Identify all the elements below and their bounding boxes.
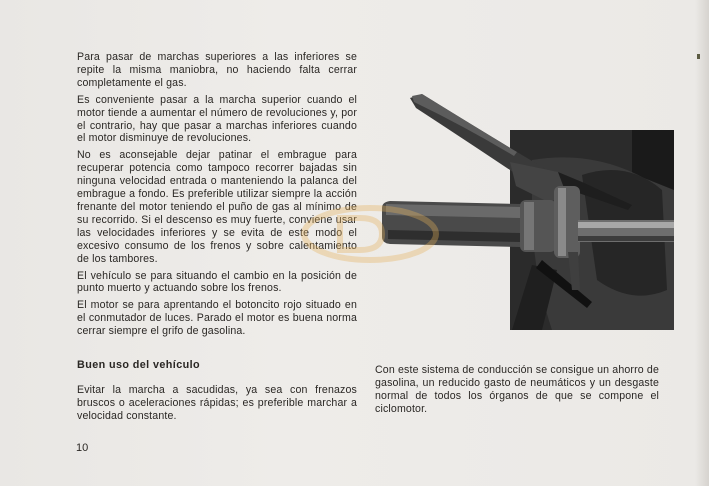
paragraph-downshift: Para pasar de marchas superiores a las inferiores se repite la misma maniobra, no haciendo falta cerrar completamente el gas.	[77, 51, 357, 89]
paragraph-shift-advice: Es conveniente pasar a la marcha superior cuando el motor tiende a aumentar el número de revoluciones y, por el contrario, hay que pasar a marchas inferiores cuando el motor disminuye de revoluciones.	[77, 93, 357, 145]
section-title: Buen uso del vehículo	[77, 359, 200, 371]
right-column-text	[375, 364, 659, 416]
paragraph-stopping-vehicle: El vehículo se para situando el cambio en la posición de punto muerto y actuando sobre los frenos.	[77, 269, 357, 295]
page-edge-shadow	[695, 0, 709, 486]
page-number: 10	[76, 442, 89, 454]
paragraph-fuel-savings: Con este sistema de conducción se consigue un ahorro de gasolina, un reducido gasto de neumáticos y un desgaste normal de todos los órganos de que se compone el ciclomotor.	[375, 364, 659, 415]
paragraph-clutch-braking: No es aconsejable dejar patinar el embrague para recuperar potencia como tampoco recorrer bajadas sin ninguna velocidad entrada o manteniendo la palanca del embrague a fondo. Es preferible utilizar siempre la acción frenante del motor teniendo el puño de gas al mínimo de su recorrido. Si el descenso es muy fuerte, conviene usar las velocidades inferiores y se evita de este modo el excesivo consumo de los frenos y sobre calentamiento de los tambores.	[77, 149, 357, 265]
paragraph-stopping-engine: El motor se para aprentando el botoncito rojo situado en el conmutador de luces. Parado el motor es buena norma cerrar siempre el grifo de gasolina.	[77, 299, 357, 338]
watermark-logo	[300, 196, 440, 266]
section-body: Evitar la marcha a sacudidas, ya sea con frenazos bruscos o aceleraciones rápidas; es preferible marchar a velocidad constante.	[77, 383, 357, 422]
section-good-use	[77, 359, 357, 423]
